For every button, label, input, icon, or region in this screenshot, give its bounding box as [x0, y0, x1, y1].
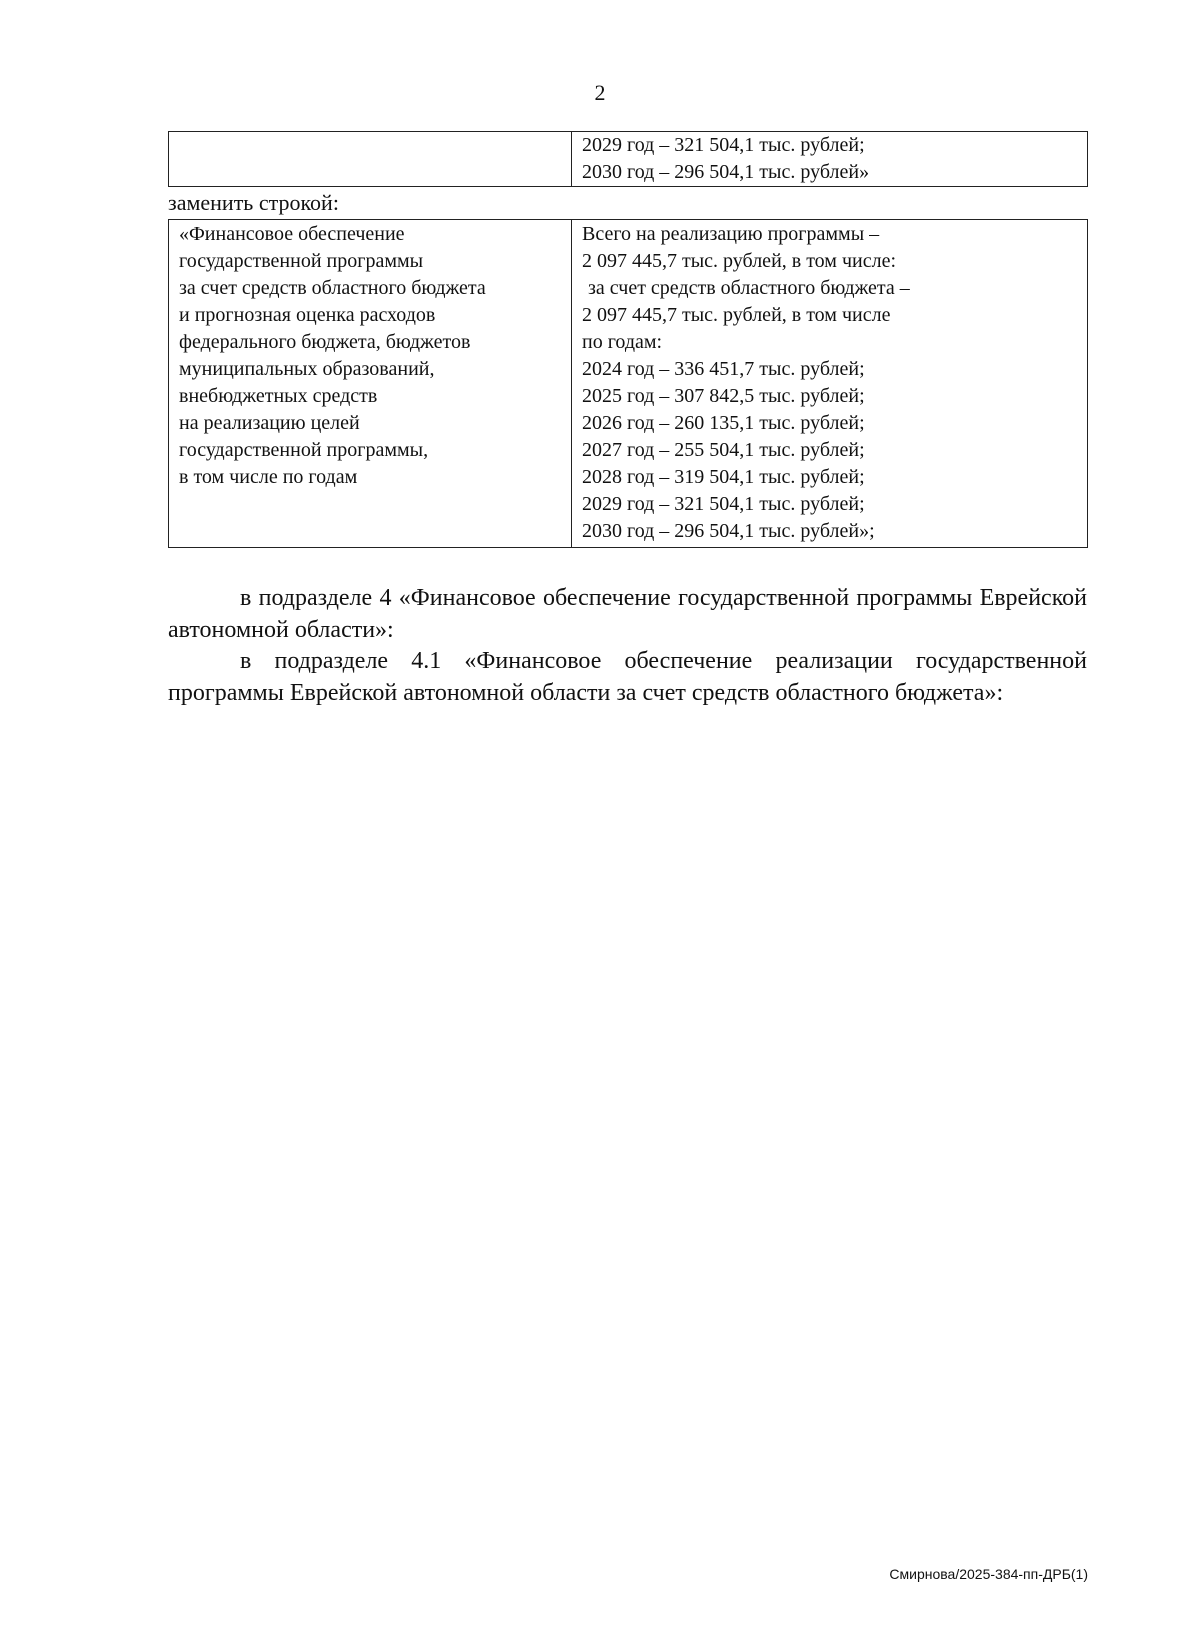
table-row [169, 132, 1088, 187]
year-line: 2030 год – 296 504,1 тыс. рублей»; [582, 520, 875, 542]
replacement-row-table [168, 219, 1088, 548]
paragraph-subsection-4-1: в подразделе 4.1 «Финансовое обеспечение реализации государственной программы Еврейской автономной области за счет средств областного бюджета»: [168, 648, 1087, 706]
value-line: 2 097 445,7 тыс. рублей, в том числе [582, 304, 891, 326]
page-number: 2 [594, 80, 606, 105]
label-line: государственной программы [179, 250, 424, 272]
year-line: 2029 год – 321 504,1 тыс. рублей; [582, 134, 865, 156]
year-line: 2026 год – 260 135,1 тыс. рублей; [582, 412, 865, 434]
table-cell-left [169, 220, 572, 548]
label-line: государственной программы, [179, 439, 429, 461]
year-line: 2028 год – 319 504,1 тыс. рублей; [582, 466, 865, 488]
label-line: и прогнозная оценка расходов [179, 304, 436, 326]
label-line: за счет средств областного бюджета [179, 277, 486, 299]
table-cell-left [169, 132, 572, 187]
previous-row-table [168, 131, 1088, 187]
value-line: за счет средств областного бюджета – [588, 277, 910, 299]
year-line: 2029 год – 321 504,1 тыс. рублей; [582, 493, 865, 515]
label-line: федерального бюджета, бюджетов [179, 331, 471, 353]
year-line: 2030 год – 296 504,1 тыс. рублей» [582, 161, 870, 183]
value-line: Всего на реализацию программы – [582, 223, 880, 245]
year-line: 2025 год – 307 842,5 тыс. рублей; [582, 385, 865, 407]
label-line: внебюджетных средств [179, 385, 378, 407]
value-line: 2 097 445,7 тыс. рублей, в том числе: [582, 250, 897, 272]
replace-instruction: заменить строкой: [168, 190, 339, 215]
value-line: по годам: [582, 331, 663, 353]
table-cell-right [572, 220, 1088, 548]
label-line: на реализацию целей [179, 412, 360, 434]
label-line: муниципальных образований, [179, 358, 435, 380]
year-line: 2024 год – 336 451,7 тыс. рублей; [582, 358, 865, 380]
table-cell-right [572, 132, 1088, 187]
label-line: в том числе по годам [179, 466, 358, 488]
paragraph-subsection-4: в подразделе 4 «Финансовое обеспечение государственной программы Еврейской автономной области»: [168, 585, 1087, 643]
document-code: Смирнова/2025-384-пп-ДРБ(1) [889, 1566, 1088, 1582]
year-line: 2027 год – 255 504,1 тыс. рублей; [582, 439, 865, 461]
label-line: «Финансовое обеспечение [179, 223, 405, 245]
table-row [169, 220, 1088, 548]
